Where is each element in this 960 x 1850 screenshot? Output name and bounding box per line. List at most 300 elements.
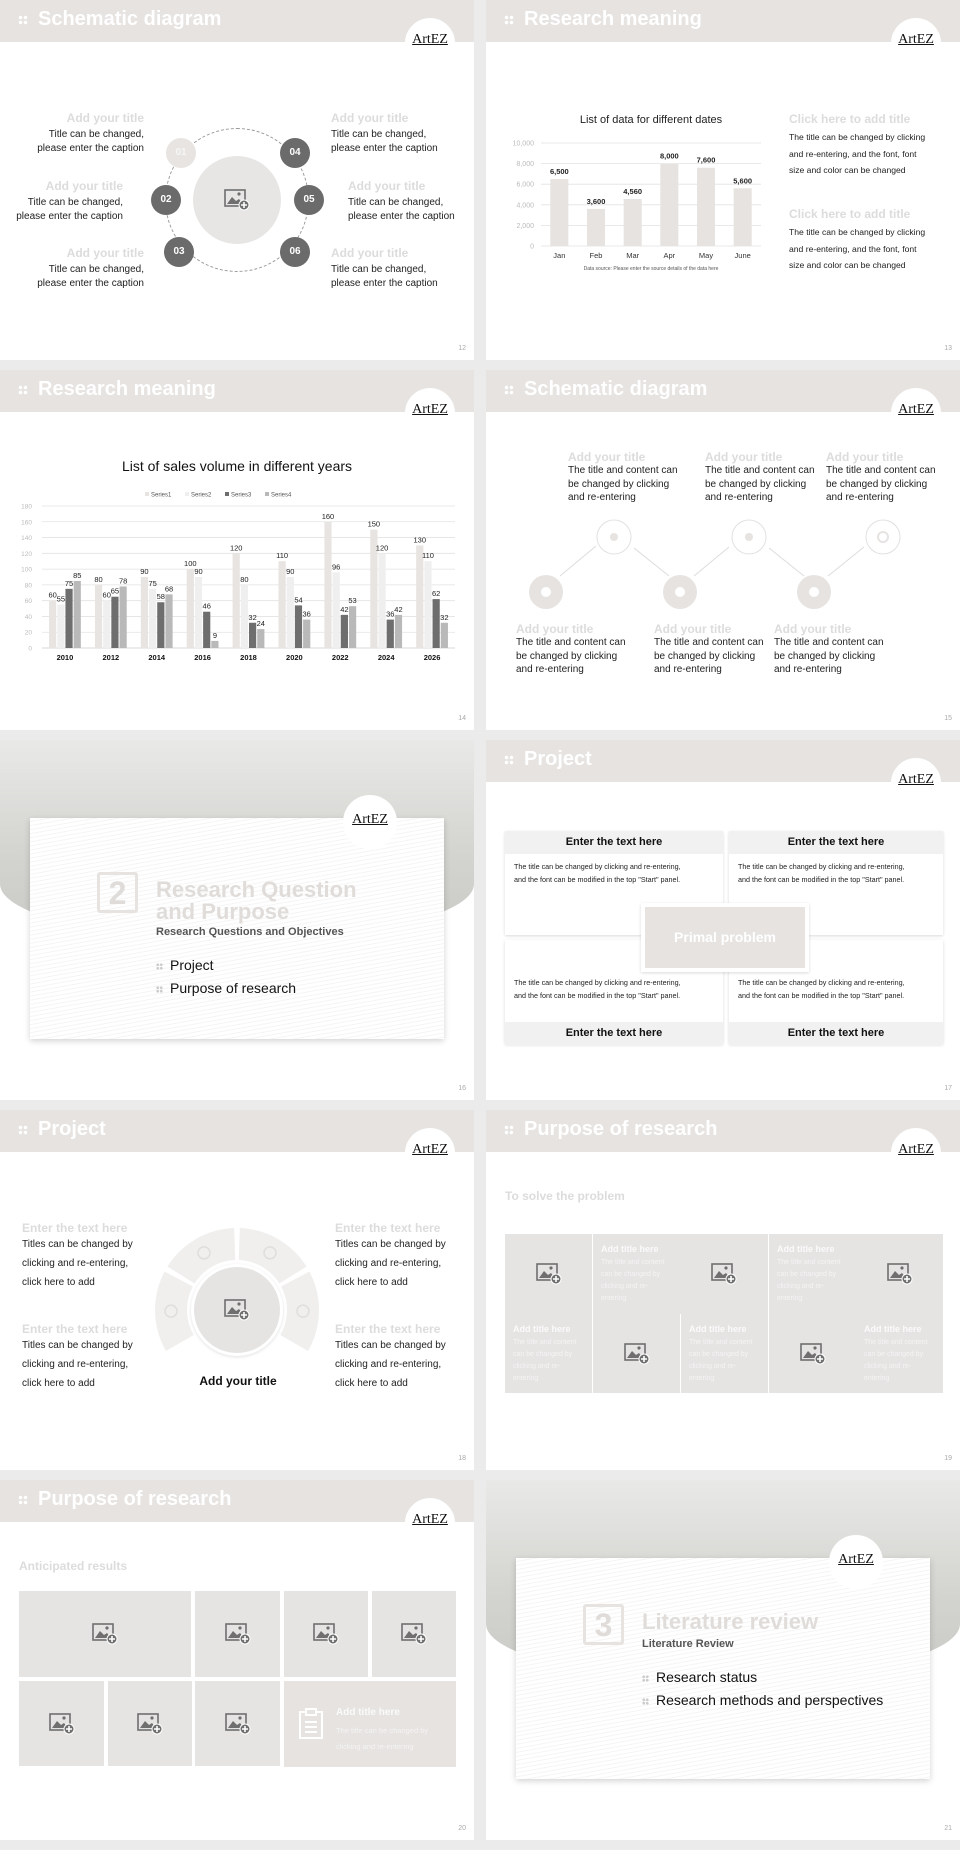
block-title: Enter the text here [335, 1322, 441, 1336]
text-tile[interactable] [593, 1234, 680, 1314]
block-title: Add your title [45, 179, 123, 193]
value-label: 60 [102, 590, 111, 600]
slide-15[interactable] [486, 370, 960, 730]
value-label: 150 [367, 519, 381, 529]
x-tick-label: 2014 [148, 653, 166, 662]
section-title [156, 879, 357, 923]
body-line: The title and content can [705, 465, 815, 476]
box-body-line: The title can be changed by clicking and re-entering, [514, 978, 681, 987]
connector-line [828, 547, 864, 576]
tile-title: Add title here [864, 1324, 922, 1334]
slide-13[interactable] [486, 0, 960, 360]
bar [441, 623, 448, 648]
bar [111, 597, 118, 648]
bar [195, 577, 202, 648]
image-add-icon [49, 1713, 75, 1735]
y-tick-label: 80 [24, 582, 32, 590]
bar [120, 586, 127, 648]
slide-title: Project [38, 1118, 106, 1140]
y-tick-label: 120 [21, 550, 32, 558]
value-label: 32 [248, 612, 257, 622]
legend-label: Series2 [191, 492, 212, 499]
box-body-line: The title can be changed by clicking and re-entering, [738, 978, 905, 987]
bar [278, 561, 285, 648]
y-tick-label: 0 [28, 645, 32, 653]
value-label: 58 [156, 592, 165, 602]
bar [333, 572, 340, 648]
bullet-item[interactable] [642, 1669, 757, 1685]
ring-segment [280, 1272, 319, 1351]
caption: please enter the caption [348, 210, 455, 222]
primal-problem-label: Primal problem [645, 907, 805, 968]
body-line: be changed by clicking [568, 478, 670, 490]
box-body-line: and the font can be modified in the top "Start" panel. [514, 874, 681, 884]
value-label: 7,600 [696, 155, 716, 165]
bar [433, 599, 440, 648]
logo-text: ArtEZ [898, 1142, 934, 1157]
image-add-icon [800, 1343, 826, 1365]
image-add-icon [401, 1623, 427, 1645]
ring-segment [155, 1272, 194, 1351]
section-subtitle: Research Questions and Objectives [156, 926, 344, 938]
block-title: Add your title [516, 622, 594, 636]
caption: Title can be changed, [48, 129, 144, 140]
bar [550, 179, 568, 246]
body-line: The title and content can [568, 465, 678, 476]
y-tick-label: 8,000 [516, 161, 534, 169]
bar [734, 188, 752, 246]
body-line: and re-entering [568, 492, 636, 503]
image-placeholder[interactable] [505, 1234, 592, 1314]
section-number: 2 [97, 872, 138, 913]
slide-12[interactable] [0, 0, 474, 360]
body-line: and re-entering [705, 492, 773, 503]
connector-line [560, 546, 596, 576]
tile-body: The title and content can be changed by clicking and re-entering [864, 1339, 928, 1382]
section-subtitle: Anticipated results [19, 1559, 128, 1573]
step-text-1[interactable] [568, 450, 678, 505]
bullet-label: Research methods and perspectives [656, 1692, 884, 1708]
logo-text: ArtEZ [898, 772, 934, 787]
text-tile[interactable] [681, 1314, 768, 1393]
x-tick-label: 2018 [240, 653, 257, 662]
block-title: Enter the text here [22, 1322, 128, 1336]
logo-text: ArtEZ [898, 32, 934, 47]
tile-body: The title and content can be changed by clicking and re-entering [689, 1339, 753, 1382]
bar [324, 522, 331, 648]
body-line: and re-entering [826, 492, 894, 503]
value-label: 6,500 [549, 167, 569, 177]
body-line: clicking and re-entering, [335, 1359, 442, 1370]
artez-logo [891, 758, 941, 808]
artez-logo [891, 1128, 941, 1178]
value-label: 5,600 [733, 176, 753, 186]
title-line: Research Question [156, 877, 357, 902]
page-number: 21 [944, 1825, 952, 1832]
body-line: clicking and re-entering, [22, 1258, 129, 1269]
tile-title: Add title here [689, 1324, 747, 1334]
box-body-line: and the font can be modified in the top "Start" panel. [738, 990, 905, 1000]
page-number: 16 [458, 1085, 466, 1092]
block-title: Add your title [568, 450, 646, 464]
slide-header [0, 1480, 474, 1522]
block-title: Add your title [331, 111, 409, 125]
x-tick-label: 2024 [377, 653, 395, 662]
text-tile[interactable] [769, 1234, 856, 1314]
image-add-icon [225, 1713, 251, 1735]
logo-text: ArtEZ [412, 402, 448, 417]
slide-title: Research meaning [524, 8, 702, 30]
value-label: 60 [48, 590, 57, 600]
value-label: 96 [332, 562, 341, 572]
body-line: be changed by clicking [516, 650, 618, 662]
slide-21-section[interactable] [486, 1480, 960, 1840]
text-block-04[interactable] [331, 111, 438, 155]
caption: please enter the caption [331, 277, 438, 289]
section-title: Literature review [642, 1609, 819, 1634]
tile-title: Add title here [513, 1324, 571, 1334]
y-tick-label: 180 [21, 503, 32, 511]
x-tick-label: Feb [589, 251, 603, 260]
page-number: 15 [944, 715, 952, 722]
image-placeholder[interactable] [19, 1591, 191, 1677]
bullet-label: Purpose of research [170, 980, 297, 996]
image-add-icon [224, 1299, 250, 1321]
body-line: The title can be changed by clicking [789, 227, 926, 237]
step-text-3[interactable] [826, 450, 936, 505]
slide-title: Schematic diagram [38, 8, 222, 30]
body-line: The title and content can [774, 637, 884, 648]
page-number: 17 [944, 1085, 952, 1092]
dots-icon [504, 1125, 514, 1135]
legend-label: Series4 [271, 492, 292, 499]
block-title: Add your title [705, 450, 783, 464]
page-number: 20 [458, 1825, 466, 1832]
legend-label: Series1 [151, 492, 172, 499]
slide-14[interactable] [0, 370, 474, 730]
x-tick-label: 2026 [423, 653, 441, 662]
bar [395, 615, 402, 648]
slide-title: Project [524, 748, 592, 770]
bar [203, 612, 210, 648]
body-line: and re-entering [654, 664, 722, 675]
primal-problem-box[interactable] [641, 903, 809, 972]
y-tick-label: 60 [24, 598, 32, 606]
y-tick-label: 4,000 [516, 202, 534, 210]
y-tick-label: 100 [21, 566, 32, 574]
tile-title: Add title here [336, 1707, 400, 1718]
step-02: 02 [151, 185, 181, 215]
slide-18[interactable] [0, 1110, 474, 1470]
x-tick-label: June [734, 251, 751, 260]
body-line: be changed by clicking [774, 650, 876, 662]
text-block-1[interactable] [789, 112, 944, 179]
value-label: 46 [202, 601, 211, 611]
y-tick-label: 10,000 [512, 140, 534, 148]
caption: please enter the caption [37, 277, 144, 289]
bar [241, 585, 248, 648]
body-line: The title and content can [654, 637, 764, 648]
bar [341, 615, 348, 648]
caption: Title can be changed, [48, 264, 144, 275]
value-label: 160 [321, 511, 335, 521]
x-tick-label: 2020 [286, 653, 303, 662]
slide-title: Research meaning [38, 378, 216, 400]
bar [416, 545, 423, 648]
chart-title: List of sales volume in different years [121, 458, 353, 474]
text-block-06[interactable] [331, 246, 438, 290]
box-body-line: The title can be changed by clicking and re-entering, [514, 862, 681, 871]
body-line: Titles can be changed by [22, 1239, 133, 1250]
center-image-placeholder[interactable] [194, 1267, 280, 1353]
x-tick-label: 2010 [56, 653, 74, 662]
image-placeholder[interactable] [769, 1314, 856, 1393]
center-image-placeholder[interactable] [193, 156, 281, 244]
dots-icon [18, 1495, 28, 1505]
title-line: and Purpose [156, 899, 290, 924]
slide-title: Purpose of research [38, 1488, 232, 1510]
x-tick-label: 2012 [102, 653, 120, 662]
bar [157, 602, 164, 648]
y-tick-label: 160 [21, 519, 32, 527]
value-label: 42 [394, 604, 403, 614]
image-placeholder[interactable] [108, 1681, 192, 1766]
caption: Title can be changed, [348, 197, 444, 208]
bar [211, 641, 218, 648]
value-label: 65 [110, 586, 120, 596]
value-label: 32 [440, 612, 449, 622]
artez-logo [405, 18, 455, 68]
step-06: 06 [280, 237, 310, 267]
body-line: be changed by clicking [654, 650, 756, 662]
bar [74, 581, 81, 648]
body-line: and re-entering, and the font, font [789, 148, 917, 159]
value-label: 120 [375, 543, 389, 553]
y-tick-label: 20 [24, 629, 32, 637]
dots-icon [18, 15, 28, 25]
body-line: and re-entering [516, 664, 584, 675]
bar [587, 209, 605, 246]
value-label: 80 [94, 574, 103, 584]
image-add-icon [313, 1623, 339, 1645]
slide-header [486, 1110, 960, 1152]
bar [660, 164, 678, 246]
text-block-1[interactable] [22, 1221, 133, 1292]
text-block-2[interactable] [22, 1322, 133, 1393]
step-03: 03 [164, 237, 194, 267]
logo-text: ArtEZ [412, 1142, 448, 1157]
dots-icon [504, 755, 514, 765]
text-tile[interactable] [856, 1314, 943, 1393]
image-add-icon [711, 1263, 737, 1285]
body-line: click here to add [22, 1277, 95, 1288]
tile-body: The title and content can be changed by clicking and re-entering [513, 1339, 577, 1382]
bar [187, 569, 194, 648]
block-title: Add your title [774, 622, 852, 636]
body-line: click here to add [335, 1277, 408, 1288]
value-label: 85 [73, 570, 82, 580]
caption: please enter the caption [37, 142, 144, 154]
block-title: Click here to add title [789, 112, 911, 126]
value-label: 90 [194, 567, 203, 576]
page-number: 18 [458, 1455, 466, 1462]
tile-title: Add title here [777, 1244, 835, 1254]
image-placeholder[interactable] [19, 1681, 104, 1766]
value-label: 110 [276, 551, 289, 561]
bar [287, 577, 294, 648]
value-label: 24 [256, 619, 265, 629]
value-label: 68 [164, 584, 174, 594]
image-placeholder[interactable] [680, 1234, 768, 1314]
value-label: 3,600 [586, 196, 606, 206]
logo-text: ArtEZ [412, 1512, 448, 1527]
slide-title: Schematic diagram [524, 378, 708, 400]
box-heading: Enter the text here [729, 831, 943, 854]
bullet-item[interactable] [156, 957, 214, 973]
text-block-03[interactable] [37, 246, 144, 290]
text-block-01[interactable] [37, 111, 144, 155]
slide-header [486, 740, 960, 782]
bar [233, 553, 240, 648]
body-line: size and color can be changed [789, 165, 906, 175]
image-placeholder[interactable] [593, 1314, 680, 1393]
legend-label: Series3 [231, 492, 252, 499]
bar [141, 577, 148, 648]
text-block-02[interactable] [16, 179, 123, 223]
step-text-5[interactable] [654, 622, 764, 677]
caption: Title can be changed, [331, 129, 427, 140]
bar-chart-dates [486, 0, 960, 360]
slide-20[interactable] [0, 1480, 474, 1840]
image-add-icon [624, 1343, 650, 1365]
bar-chart-sales [0, 370, 474, 730]
image-placeholder[interactable] [856, 1234, 943, 1314]
dots-icon [642, 1698, 649, 1705]
logo-text: ArtEZ [898, 402, 934, 417]
legend-swatch [185, 492, 189, 496]
caption: please enter the caption [16, 210, 123, 222]
body-line: be changed by clicking [705, 478, 807, 490]
bar [387, 620, 394, 648]
text-block-05[interactable] [348, 179, 455, 223]
connector-line [634, 548, 669, 576]
data-source-note: Data source: Please enter the source details of the data here [583, 266, 719, 272]
slide-16-section[interactable] [0, 740, 474, 1100]
y-tick-label: 2,000 [516, 222, 534, 230]
x-tick-label: Jan [553, 251, 566, 260]
tile-body: The title and content can be changed by clicking and re-entering [601, 1259, 665, 1302]
logo-text: ArtEZ [352, 812, 388, 827]
step-05: 05 [294, 185, 324, 215]
bullet-item[interactable] [642, 1692, 883, 1708]
bar [378, 553, 385, 648]
x-tick-label: 2022 [331, 653, 349, 662]
block-title: Add your title [826, 450, 904, 464]
block-title: Add your title [654, 622, 732, 636]
bar [57, 605, 64, 648]
legend-swatch [225, 492, 229, 496]
image-add-icon [887, 1263, 913, 1285]
value-label: 75 [148, 578, 157, 588]
bar [149, 589, 156, 648]
connector-line [769, 548, 804, 576]
bar [103, 601, 110, 648]
image-add-icon [137, 1713, 163, 1735]
value-label: 80 [240, 574, 249, 584]
body-line: be changed by clicking [826, 478, 928, 490]
text-tile[interactable] [505, 1314, 592, 1393]
block-title: Add your title [66, 111, 144, 125]
image-placeholder[interactable] [372, 1591, 456, 1677]
value-label: 54 [294, 595, 303, 605]
legend-swatch [145, 492, 149, 496]
body-line: click here to add [335, 1378, 408, 1389]
bar [697, 168, 715, 246]
page-number: 13 [944, 345, 952, 352]
text-block-2[interactable] [789, 207, 944, 274]
text-block-3[interactable] [335, 1221, 446, 1292]
image-placeholder[interactable] [195, 1681, 280, 1766]
box-body-line: and the font can be modified in the top "Start" panel. [514, 990, 681, 1000]
bar [424, 561, 431, 648]
logo-text: ArtEZ [412, 32, 448, 47]
x-tick-label: Apr [663, 251, 676, 260]
body-line: The title and content can [516, 637, 626, 648]
dots-icon [156, 986, 163, 993]
bar [624, 199, 642, 246]
page-number: 19 [944, 1455, 952, 1462]
box-heading: Enter the text here [729, 1022, 943, 1045]
text-block-4[interactable] [335, 1322, 446, 1393]
value-label: 36 [386, 609, 395, 619]
slide-17[interactable] [486, 740, 960, 1100]
image-placeholder[interactable] [284, 1591, 368, 1677]
image-placeholder[interactable] [195, 1591, 280, 1677]
slide-19[interactable] [486, 1110, 960, 1470]
box-body-line: The title can be changed by clicking and re-entering, [738, 862, 905, 871]
value-label: 78 [118, 576, 128, 586]
section-subtitle: To solve the problem [505, 1189, 625, 1203]
page-number: 12 [458, 345, 466, 352]
step-01: 01 [166, 138, 196, 168]
body-line: Titles can be changed by [22, 1340, 133, 1351]
bar [295, 605, 302, 648]
caption: please enter the caption [331, 142, 438, 154]
connector-line [694, 547, 729, 576]
step-text-2[interactable] [705, 450, 815, 505]
body-line: and re-entering [774, 664, 842, 675]
center-title: Add your title [199, 1374, 277, 1388]
page-number: 14 [458, 715, 466, 722]
y-tick-label: 6,000 [516, 181, 534, 189]
body-line: The title can be changed by clicking [789, 132, 926, 142]
caption: Title can be changed, [27, 197, 123, 208]
block-title: Add your title [348, 179, 426, 193]
step-text-6[interactable] [774, 622, 884, 677]
caption: Title can be changed, [331, 264, 427, 275]
clipboard-icon [298, 1708, 324, 1740]
bullet-item[interactable] [156, 980, 296, 996]
x-tick-label: Mar [626, 251, 640, 260]
text-tile[interactable] [284, 1681, 456, 1767]
bar [257, 629, 264, 648]
block-title: Enter the text here [335, 1221, 441, 1235]
body-line: The title and content can [826, 465, 936, 476]
value-label: 120 [229, 543, 243, 553]
value-label: 9 [212, 630, 217, 640]
value-label: 62 [431, 589, 441, 599]
step-text-4[interactable] [516, 622, 626, 677]
